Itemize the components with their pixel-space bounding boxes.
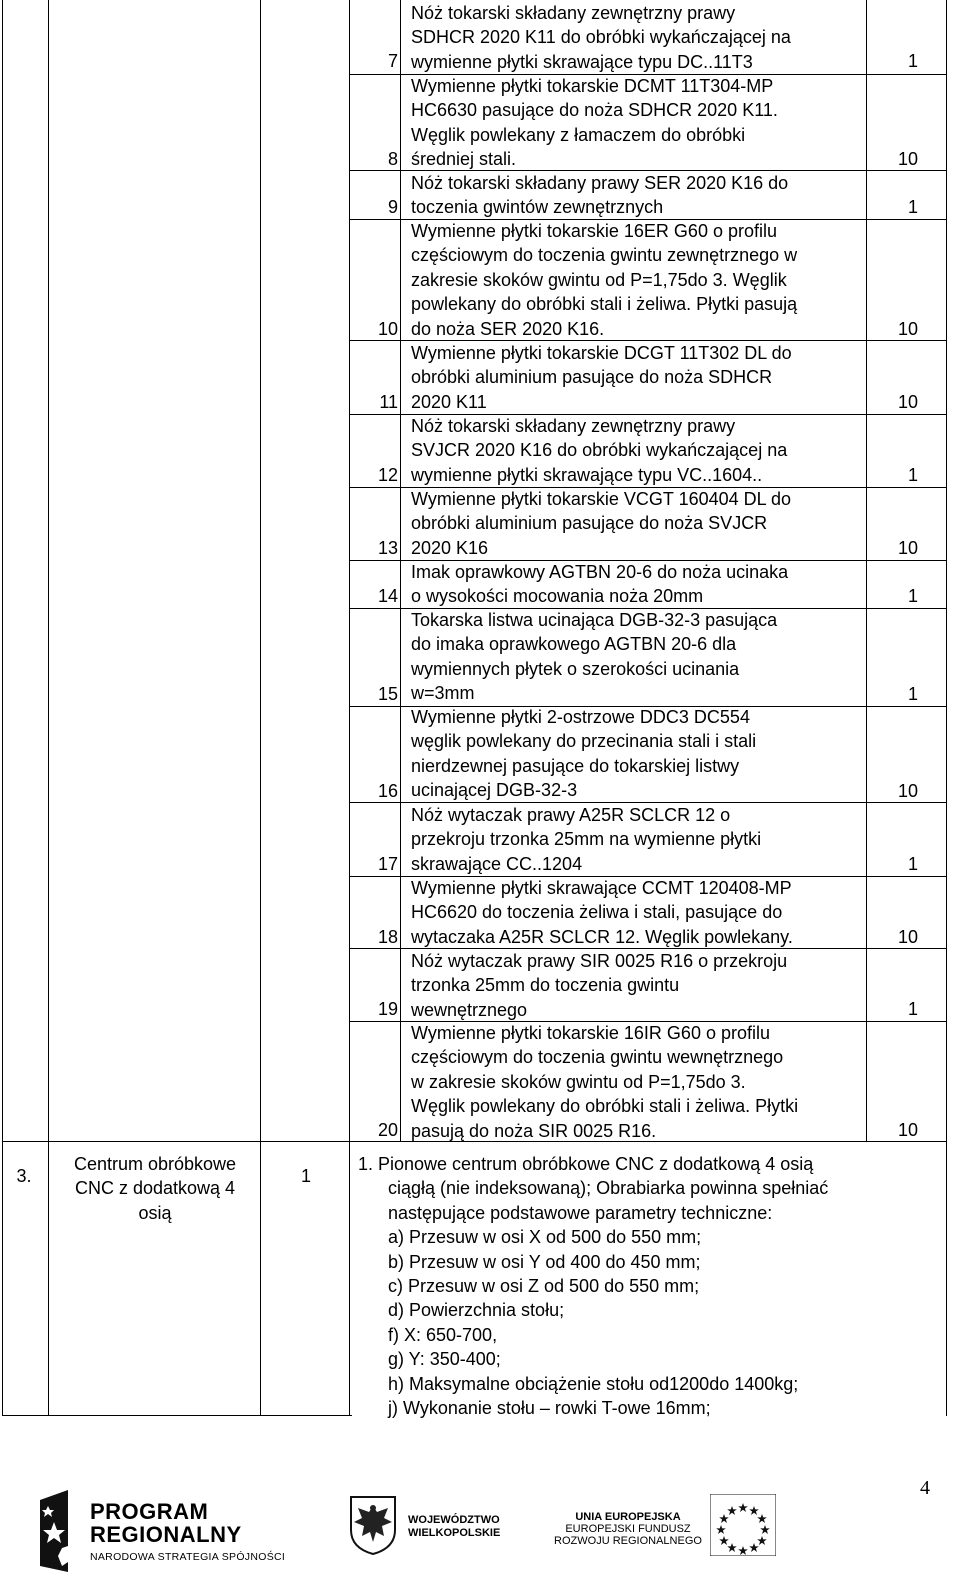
item-description: Nóż tokarski składany zewnętrzny prawy SVJCR 2020 K16 do obróbki wykańczającej na wymienne płytki skrawające typu VC..1604.. bbox=[411, 416, 788, 485]
table-col-divider-4 bbox=[400, 0, 401, 1141]
item-number: 10 bbox=[377, 319, 398, 339]
machine-specification bbox=[358, 1152, 903, 1420]
item-number: 8 bbox=[387, 149, 398, 169]
spec-line: f) X: 650-700, bbox=[388, 1324, 498, 1345]
item-quantity: 10 bbox=[897, 392, 918, 412]
item-quantity: 10 bbox=[897, 149, 918, 169]
spec-line: a) Przesuw w osi X od 500 do 550 mm; bbox=[388, 1227, 702, 1248]
program-regionalny-star-icon bbox=[36, 1486, 96, 1576]
item-number: 20 bbox=[377, 1120, 398, 1140]
table-border-right bbox=[946, 0, 947, 1416]
item-quantity: 1 bbox=[907, 684, 918, 704]
table-col-divider-1 bbox=[48, 0, 49, 1416]
spec-heading: 1. Pionowe centrum obróbkowe CNC z dodatkową 4 osią bbox=[358, 1154, 814, 1174]
machine-lp: 3. bbox=[16, 1166, 32, 1186]
spec-line: g) Y: 350-400; bbox=[388, 1349, 501, 1370]
eagle-crest-icon bbox=[348, 1494, 398, 1556]
item-number: 7 bbox=[387, 51, 398, 71]
spec-line: h) Maksymalne obciążenie stołu od1200do 1400kg; bbox=[388, 1373, 799, 1394]
item-description: Wymienne płytki tokarskie DCGT 11T302 DL do obróbki aluminium pasujące do noża SDHCR 2020 K11 bbox=[411, 343, 792, 412]
spec-line: b) Przesuw w osi Y od 400 do 450 mm; bbox=[388, 1251, 701, 1272]
item-number: 15 bbox=[377, 684, 398, 704]
item-quantity: 10 bbox=[897, 781, 918, 801]
table-col-divider-2 bbox=[260, 0, 261, 1416]
page-number: 4 bbox=[920, 1477, 930, 1499]
item-quantity: 1 bbox=[907, 586, 918, 606]
wojewodztwo-line2: WIELKOPOLSKIE bbox=[408, 1527, 501, 1539]
item-description: Nóż tokarski składany prawy SER 2020 K16 do toczenia gwintów zewnętrznych bbox=[411, 173, 789, 218]
item-quantity: 1 bbox=[907, 854, 918, 874]
item-quantity: 10 bbox=[897, 538, 918, 558]
wojewodztwo-wielkopolskie-logo bbox=[348, 1494, 518, 1560]
unia-europejska-logo bbox=[550, 1494, 790, 1560]
item-description: Wymienne płytki tokarskie VCGT 160404 DL do obróbki aluminium pasujące do noża SVJCR 2020 K16 bbox=[411, 489, 792, 558]
spec-line: następujące podstawowe parametry techniczne: bbox=[388, 1202, 773, 1223]
program-regionalny-line2: REGIONALNY bbox=[90, 1522, 242, 1547]
item-number: 13 bbox=[377, 538, 398, 558]
item-description: Wymienne płytki tokarskie 16IR G60 o profilu częściowym do toczenia gwintu wewnętrznego w zakresie skoków gwintu od P=1,75do 3. Węglik powlekany do obróbki stali i żeliwa. Płytki pasują do noża SIR 0025 R16. bbox=[411, 1023, 799, 1141]
item-quantity: 10 bbox=[897, 927, 918, 947]
program-regionalny-line3: NARODOWA STRATEGIA SPÓJNOŚCI bbox=[90, 1551, 286, 1563]
item-quantity: 1 bbox=[907, 465, 918, 485]
item-quantity: 1 bbox=[907, 999, 918, 1019]
program-regionalny-logo bbox=[36, 1486, 296, 1576]
item-description: Wymienne płytki skrawające CCMT 120408-MP HC6620 do toczenia żeliwa i stali, pasujące do wytaczaka A25R SCLCR 12. Węglik powlekany. bbox=[411, 878, 793, 947]
item-description: Wymienne płytki tokarskie 16ER G60 o profilu częściowym do toczenia gwintu zewnętrznego w zakresie skoków gwintu od P=1,75do 3. Węglik powlekany do obróbki stali i żeliwa. Płytki pasują do noża SER 2020 K16. bbox=[411, 221, 798, 339]
machine-quantity: 1 bbox=[300, 1166, 311, 1186]
item-number: 17 bbox=[377, 854, 398, 874]
ue-line3: ROZWOJU REGIONALNEGO bbox=[554, 1535, 702, 1547]
item-number: 19 bbox=[377, 999, 398, 1019]
item-description: Tokarska listwa ucinająca DGB-32-3 pasująca do imaka oprawkowego AGTBN 20-6 dla wymiennych płytek o szerokości ucinania w=3mm bbox=[411, 610, 778, 704]
item-number: 14 bbox=[377, 586, 398, 606]
item-description: Imak oprawkowy AGTBN 20-6 do noża ucinaka o wysokości mocowania noża 20mm bbox=[411, 562, 789, 607]
spec-line: d) Powierzchnia stołu; bbox=[388, 1300, 565, 1321]
item-description: Wymienne płytki tokarskie DCMT 11T304-MP HC6630 pasujące do noża SDHCR 2020 K11. Węglik powlekany z łamaczem do obróbki średniej stali. bbox=[411, 76, 778, 170]
spec-line: j) Wykonanie stołu – rowki T-owe 16mm; bbox=[388, 1398, 711, 1419]
item-description: Nóż wytaczak prawy SIR 0025 R16 o przekroju trzonka 25mm do toczenia gwintu wewnętrznego bbox=[411, 951, 788, 1020]
item-quantity: 10 bbox=[897, 1120, 918, 1140]
ue-line1: UNIA EUROPEJSKA bbox=[575, 1511, 681, 1523]
eu-flag-icon bbox=[710, 1494, 776, 1556]
table-border-bottom bbox=[2, 1415, 352, 1416]
item-description: Wymienne płytki 2-ostrzowe DDC3 DC554 węglik powlekany do przecinania stali i stali nierdzewnej pasujące do tokarskiej listwy ucinającej DGB-32-3 bbox=[411, 707, 757, 801]
item-description: Nóż wytaczak prawy A25R SCLCR 12 o przekroju trzonka 25mm na wymienne płytki skrawające CC..1204 bbox=[411, 805, 762, 874]
spec-line: ciągłą (nie indeksowaną); Obrabiarka powinna spełniać bbox=[388, 1178, 829, 1199]
item-quantity: 10 bbox=[897, 319, 918, 339]
item-description: Nóż tokarski składany zewnętrzny prawy SDHCR 2020 K11 do obróbki wykańczającej na wymienne płytki skrawające typu DC..11T3 bbox=[411, 3, 791, 72]
item-number: 18 bbox=[377, 927, 398, 947]
item-number: 11 bbox=[379, 392, 398, 412]
item-number: 12 bbox=[377, 465, 398, 485]
item-number: 9 bbox=[387, 197, 398, 217]
item-number: 16 bbox=[377, 781, 398, 801]
wojewodztwo-line1: WOJEWÓDZTWO bbox=[408, 1514, 500, 1526]
program-regionalny-line1: PROGRAM bbox=[90, 1499, 209, 1524]
machine-name: Centrum obróbkowe CNC z dodatkową 4 osią bbox=[73, 1154, 237, 1223]
spec-line: c) Przesuw w osi Z od 500 do 550 mm; bbox=[388, 1276, 700, 1297]
table-border-left bbox=[2, 0, 3, 1416]
item-quantity: 1 bbox=[907, 51, 918, 71]
ue-line2: EUROPEJSKI FUNDUSZ bbox=[565, 1523, 691, 1535]
item-quantity: 1 bbox=[907, 197, 918, 217]
